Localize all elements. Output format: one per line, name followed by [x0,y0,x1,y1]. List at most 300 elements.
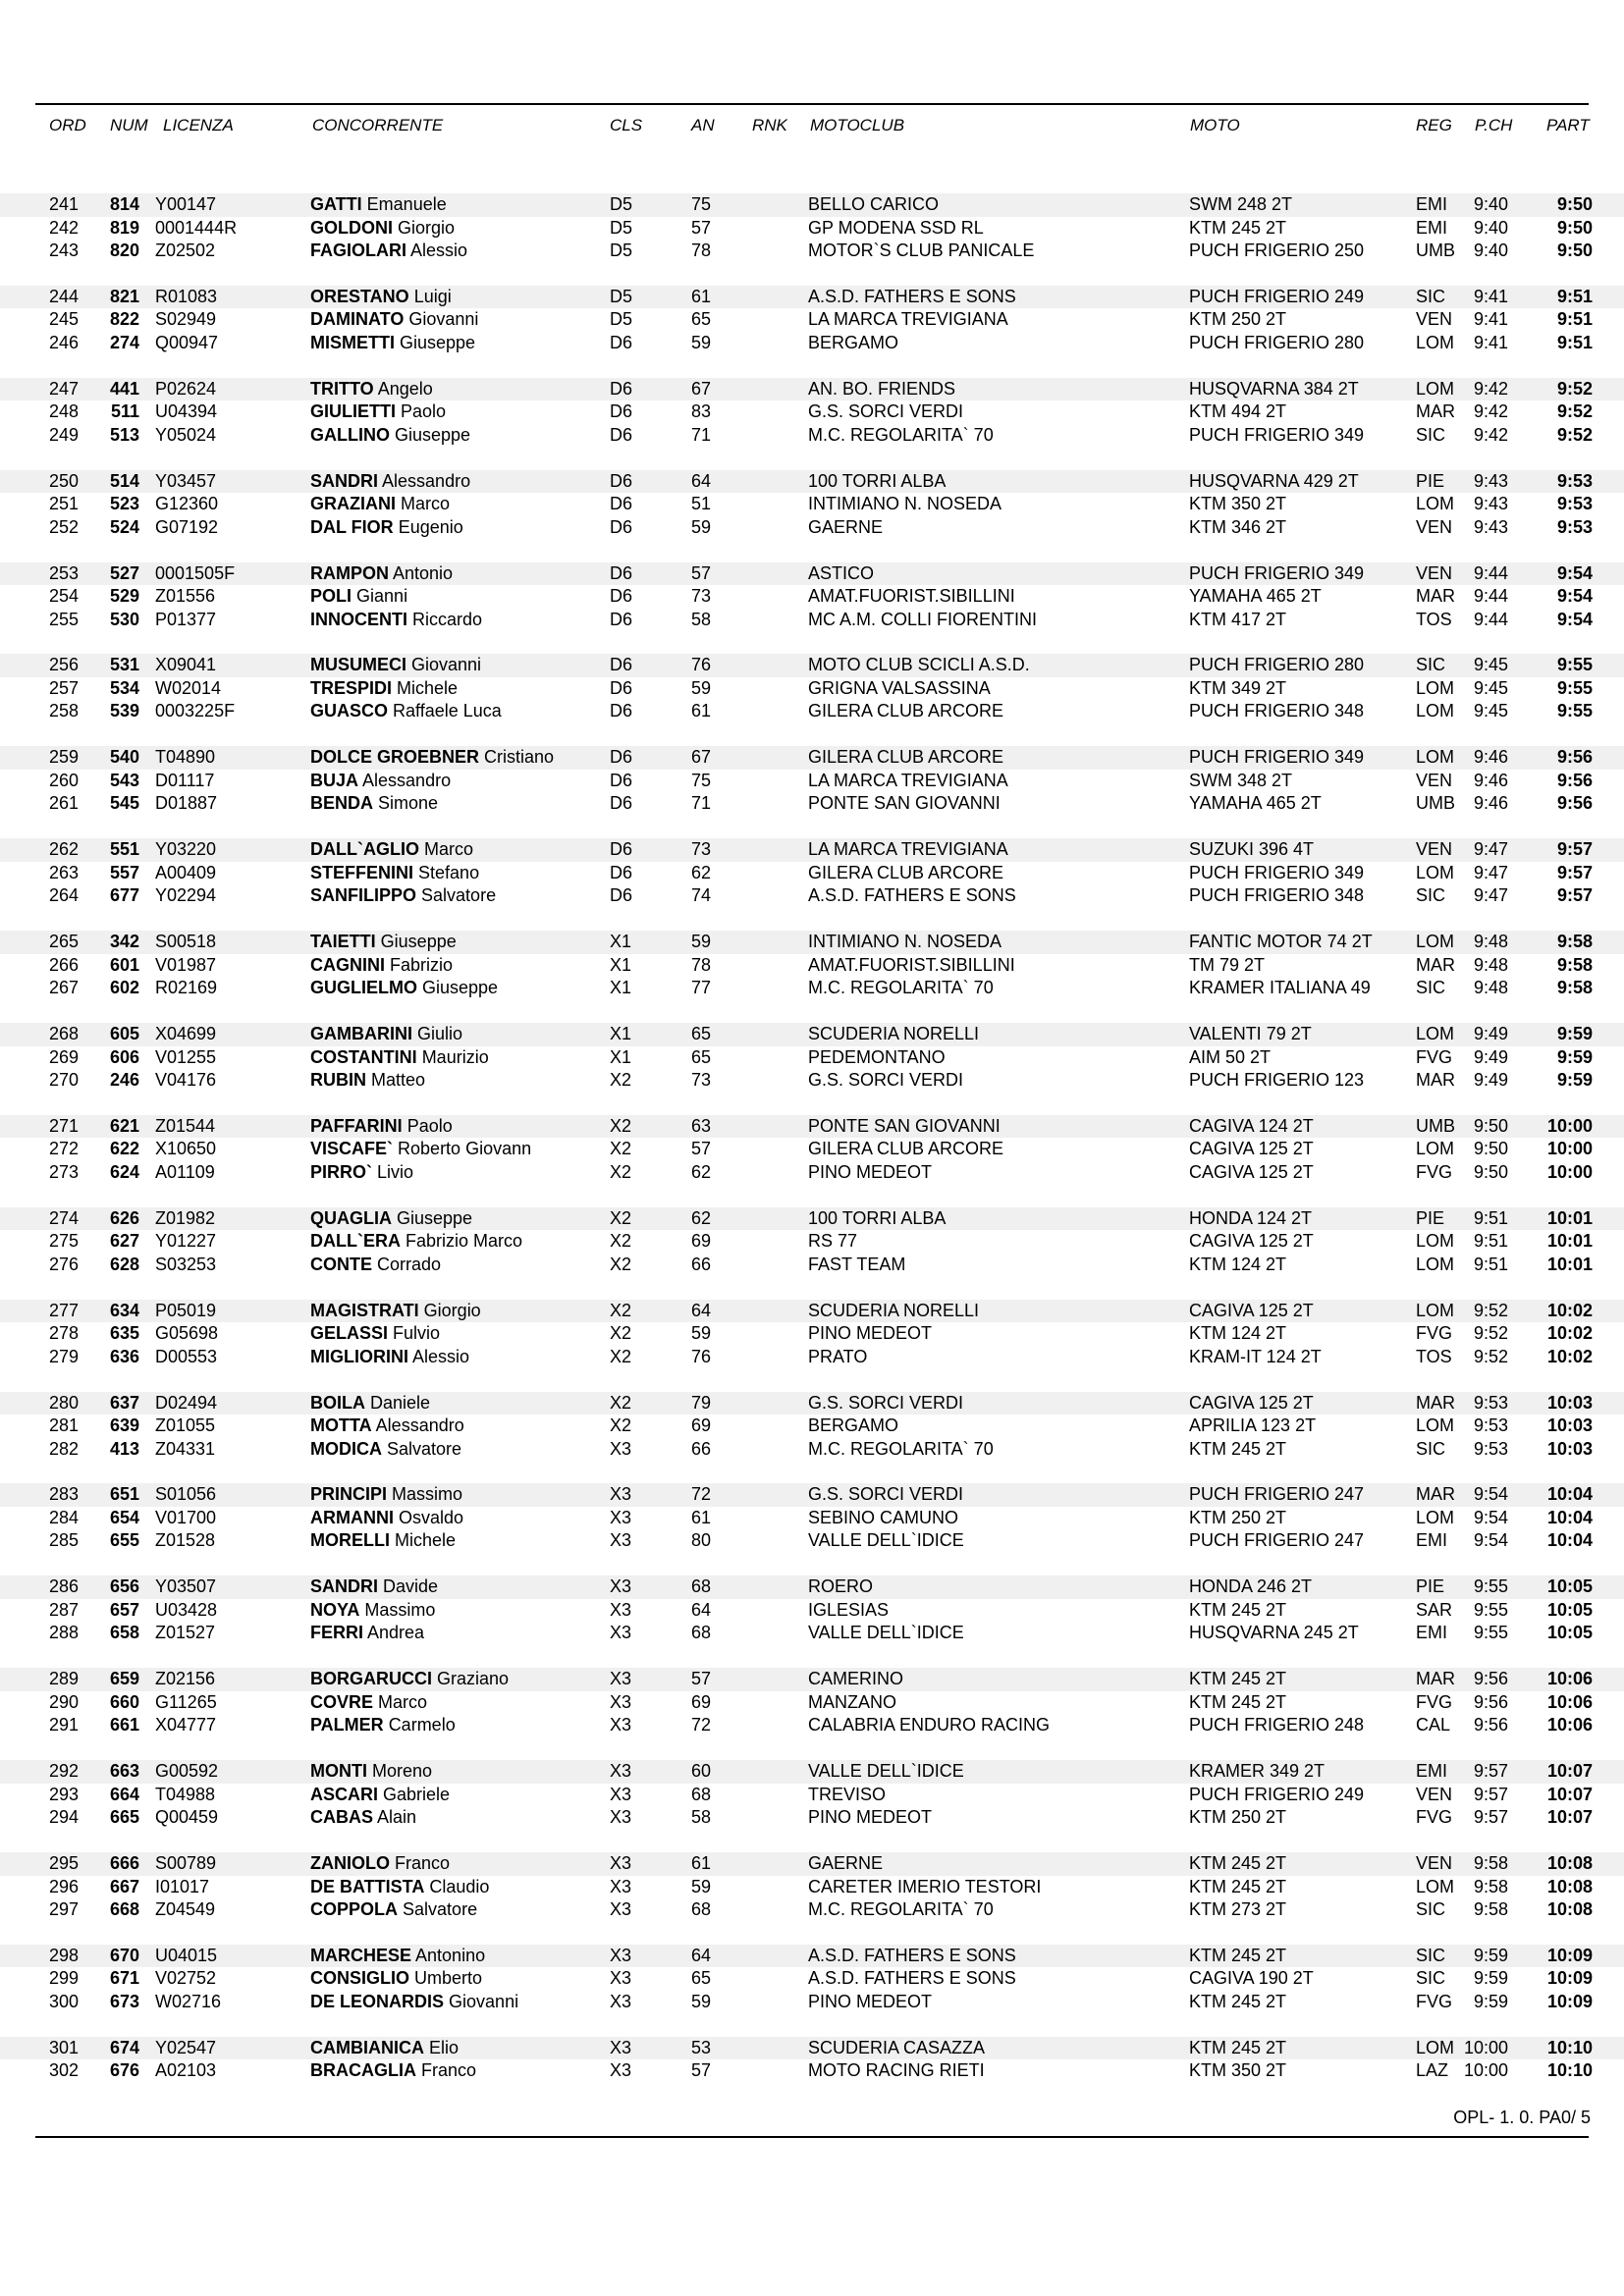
row-motoclub: PINO MEDEOT [808,1991,933,2011]
row-concorrente [310,977,498,1000]
row-num: 661 [109,1715,139,1735]
row-an: 83 [691,401,712,422]
row-ord: 268 [49,1024,80,1044]
row-part: 10:09 [1546,1945,1593,1965]
row-surname: PIRRO` [310,1161,372,1182]
row-firstname: Marco [424,839,474,860]
row-concorrente [310,1069,425,1093]
row-concorrente [310,424,470,448]
row-ord: 266 [49,954,80,975]
row-cls: X2 [610,1070,632,1091]
row-num: 529 [109,586,139,607]
row-num: 639 [109,1415,139,1436]
row-reg: UMB [1416,1115,1455,1136]
row-surname: BRACAGLIA [310,2060,416,2081]
table-row [0,1138,1624,1161]
row-cls: X1 [610,954,632,975]
row-moto: PUCH FRIGERIO 249 [1189,286,1365,306]
row-ord: 276 [49,1254,80,1274]
row-motoclub: ROERO [808,1576,874,1597]
table-row [0,2037,1624,2060]
row-num: 654 [109,1507,139,1527]
row-concorrente [310,1945,485,1968]
row-firstname: Osvaldo [399,1507,464,1527]
row-cls: X3 [610,1715,632,1735]
row-pch: 9:44 [1473,562,1508,583]
row-surname: RUBIN [310,1070,366,1091]
row-part: 9:50 [1556,194,1593,214]
row-surname: ASCARI [310,1784,379,1804]
row-licenza: V01987 [155,954,217,975]
row-an: 65 [691,1046,712,1067]
table-row [0,493,1624,516]
row-group [0,286,1624,378]
row-licenza: V02752 [155,1968,217,1989]
row-pch: 9:43 [1473,516,1508,537]
row-ord: 279 [49,1346,80,1366]
row-licenza: S00518 [155,932,217,952]
row-moto: KTM 273 2T [1189,1899,1287,1920]
table-row [0,1599,1624,1623]
row-group [0,470,1624,562]
table-row [0,1322,1624,1346]
row-pch: 9:46 [1473,793,1508,814]
row-pch: 9:40 [1473,217,1508,238]
row-cls: X1 [610,978,632,998]
row-firstname: Antonio [393,562,454,583]
row-concorrente [310,1046,489,1070]
row-num: 531 [109,655,139,675]
row-firstname: Andrea [367,1623,425,1643]
row-ord: 274 [49,1207,80,1228]
row-part: 9:58 [1556,978,1593,998]
row-moto: KTM 245 2T [1189,1438,1287,1459]
row-motoclub: RS 77 [808,1231,858,1252]
row-pch: 9:46 [1473,770,1508,790]
row-cls: X3 [610,1599,632,1620]
row-cls: D6 [610,516,633,537]
table-row [0,1392,1624,1415]
row-surname: MAGISTRATI [310,1300,419,1320]
row-an: 57 [691,1139,712,1159]
row-surname: PRINCIPI [310,1484,388,1505]
row-licenza: 0003225F [155,701,236,721]
row-an: 67 [691,747,712,768]
row-cls: D6 [610,470,633,491]
row-part: 10:10 [1546,2060,1593,2081]
header-ord: ORD [49,116,86,134]
row-group [0,378,1624,470]
row-ord: 253 [49,562,80,583]
row-an: 61 [691,701,712,721]
header-concorrente: CONCORRENTE [312,116,444,134]
row-concorrente [310,838,473,862]
row-pch: 9:54 [1473,1507,1508,1527]
row-an: 57 [691,1669,712,1689]
row-reg: SIC [1416,424,1446,445]
row-motoclub: TREVISO [808,1784,887,1804]
row-moto: FANTIC MOTOR 74 2T [1189,932,1373,952]
row-concorrente [310,654,481,677]
row-licenza: D00553 [155,1346,218,1366]
row-surname: CONTE [310,1254,372,1274]
row-reg: MAR [1416,1669,1455,1689]
row-moto: KTM 346 2T [1189,516,1287,537]
row-ord: 273 [49,1161,80,1182]
row-num: 624 [109,1161,139,1182]
row-cls: D6 [610,655,633,675]
row-licenza: G00592 [155,1761,219,1782]
row-motoclub: A.S.D. FATHERS E SONS [808,286,1016,306]
row-surname: MORELLI [310,1530,390,1551]
table-row [0,240,1624,263]
row-group [0,654,1624,746]
row-moto: HUSQVARNA 245 2T [1189,1623,1359,1643]
row-concorrente [310,746,554,770]
row-ord: 290 [49,1691,80,1712]
row-an: 71 [691,424,712,445]
row-an: 58 [691,1807,712,1828]
row-part: 10:06 [1546,1715,1593,1735]
row-pch: 9:47 [1473,862,1508,882]
header-moto: MOTO [1190,116,1240,134]
table-row [0,1668,1624,1691]
row-firstname: Giuseppe [395,424,471,445]
row-concorrente [310,240,467,263]
row-reg: EMI [1416,217,1448,238]
row-firstname: Alain [377,1807,417,1828]
table-row [0,424,1624,448]
row-part: 9:58 [1556,932,1593,952]
row-cls: D6 [610,747,633,768]
row-reg: FVG [1416,1046,1453,1067]
table-header [0,116,1624,139]
row-moto: SWM 348 2T [1189,770,1293,790]
row-pch: 9:43 [1473,470,1508,491]
table-row [0,770,1624,793]
row-concorrente [310,286,452,309]
row-cls: X3 [610,1761,632,1782]
row-motoclub: PRATO [808,1346,868,1366]
row-an: 63 [691,1115,712,1136]
row-an: 65 [691,309,712,330]
row-part: 10:07 [1546,1784,1593,1804]
row-moto: VALENTI 79 2T [1189,1024,1312,1044]
row-cls: X2 [610,1346,632,1366]
row-reg: CAL [1416,1715,1451,1735]
row-part: 10:08 [1546,1876,1593,1896]
row-licenza: P01377 [155,609,217,629]
table-row [0,1300,1624,1323]
row-licenza: V01255 [155,1046,217,1067]
row-part: 9:55 [1556,655,1593,675]
row-surname: COVRE [310,1691,374,1712]
bottom-rule [35,2136,1589,2138]
row-an: 72 [691,1484,712,1505]
table-row [0,1069,1624,1093]
row-num: 601 [109,954,139,975]
row-part: 10:03 [1546,1438,1593,1459]
row-surname: GUGLIELMO [310,978,417,998]
row-num: 676 [109,2060,139,2081]
row-surname: SANDRI [310,470,379,491]
row-num: 658 [109,1623,139,1643]
row-ord: 247 [49,378,80,399]
row-pch: 9:40 [1473,240,1508,260]
row-motoclub: INTIMIANO N. NOSEDA [808,932,1002,952]
row-ord: 249 [49,424,80,445]
table-row [0,1415,1624,1438]
row-pch: 9:49 [1473,1070,1508,1091]
header-pch: P.CH [1475,116,1513,134]
row-reg: SIC [1416,286,1446,306]
row-motoclub: PONTE SAN GIOVANNI [808,1115,1001,1136]
row-group [0,1483,1624,1575]
table-row [0,1529,1624,1553]
row-pch: 9:58 [1473,1899,1508,1920]
row-num: 634 [109,1300,139,1320]
row-reg: MAR [1416,1392,1455,1413]
row-concorrente [310,1575,438,1599]
row-part: 10:04 [1546,1484,1593,1505]
row-pch: 9:57 [1473,1761,1508,1782]
row-surname: POLI [310,586,352,607]
row-motoclub: CAMERINO [808,1669,904,1689]
row-part: 10:00 [1546,1115,1593,1136]
row-surname: COPPOLA [310,1899,399,1920]
row-an: 72 [691,1715,712,1735]
row-firstname: Fabrizio [390,954,454,975]
row-surname: GOLDONI [310,217,393,238]
row-motoclub: G.S. SORCI VERDI [808,401,964,422]
row-cls: D6 [610,701,633,721]
row-pch: 10:00 [1463,2037,1508,2057]
row-reg: LOM [1416,1876,1455,1896]
row-num: 651 [109,1484,139,1505]
row-moto: KTM 245 2T [1189,1691,1287,1712]
row-part: 10:02 [1546,1323,1593,1344]
row-num: 660 [109,1691,139,1712]
row-cls: X3 [610,1945,632,1965]
row-an: 78 [691,240,712,260]
row-concorrente [310,1254,441,1277]
row-reg: SIC [1416,885,1446,906]
row-part: 10:03 [1546,1392,1593,1413]
table-row [0,1991,1624,2014]
row-num: 819 [109,217,139,238]
row-surname: DOLCE GROEBNER [310,747,480,768]
row-moto: KTM 245 2T [1189,2037,1287,2057]
table-row [0,677,1624,701]
row-reg: PIE [1416,1576,1445,1597]
header-part: PART [1546,116,1590,134]
row-concorrente [310,2037,459,2060]
row-licenza: G07192 [155,516,219,537]
row-an: 62 [691,862,712,882]
row-moto: KTM 245 2T [1189,1599,1287,1620]
row-concorrente [310,1300,481,1323]
row-reg: LOM [1416,1507,1455,1527]
row-ord: 297 [49,1899,80,1920]
row-ord: 242 [49,217,80,238]
row-ord: 250 [49,470,80,491]
row-concorrente [310,1346,469,1369]
row-moto: CAGIVA 125 2T [1189,1231,1314,1252]
row-cls: X3 [610,1438,632,1459]
row-part: 9:50 [1556,217,1593,238]
row-pch: 9:44 [1473,609,1508,629]
row-num: 627 [109,1231,139,1252]
row-surname: GUASCO [310,701,389,721]
row-motoclub: VALLE DELL`IDICE [808,1530,964,1551]
row-concorrente [310,1714,456,1737]
row-an: 80 [691,1530,712,1551]
row-pch: 9:44 [1473,586,1508,607]
row-firstname: Livio [377,1161,414,1182]
row-ord: 291 [49,1715,80,1735]
row-pch: 9:51 [1473,1207,1508,1228]
row-pch: 9:46 [1473,747,1508,768]
row-ord: 248 [49,401,80,422]
row-cls: X2 [610,1392,632,1413]
row-concorrente [310,1507,463,1530]
table-row [0,1760,1624,1784]
row-pch: 9:53 [1473,1392,1508,1413]
row-cls: X1 [610,1024,632,1044]
table-row [0,1230,1624,1254]
row-part: 10:01 [1546,1231,1593,1252]
row-licenza: S02949 [155,309,217,330]
row-concorrente [310,700,502,723]
row-num: 677 [109,885,139,906]
row-firstname: Angelo [377,378,433,399]
row-ord: 283 [49,1484,80,1505]
row-concorrente [310,770,451,793]
row-an: 69 [691,1415,712,1436]
row-cls: D6 [610,562,633,583]
row-pch: 9:55 [1473,1576,1508,1597]
row-moto: HONDA 124 2T [1189,1207,1313,1228]
row-pch: 9:55 [1473,1599,1508,1620]
row-num: 626 [109,1207,139,1228]
row-concorrente [310,1483,462,1507]
row-an: 58 [691,609,712,629]
row-moto: SUZUKI 396 4T [1189,839,1315,860]
row-surname: DE LEONARDIS [310,1991,445,2011]
row-pch: 9:45 [1473,701,1508,721]
row-group [0,193,1624,286]
row-num: 621 [109,1115,139,1136]
row-firstname: Antonino [415,1945,486,1965]
row-pch: 10:00 [1463,2060,1508,2081]
row-concorrente [310,1668,509,1691]
row-cls: X1 [610,932,632,952]
row-firstname: Massimo [392,1484,463,1505]
row-group [0,1023,1624,1115]
table-row [0,400,1624,424]
row-moto: TM 79 2T [1189,954,1266,975]
row-reg: LOM [1416,1139,1455,1159]
table-row [0,792,1624,816]
table-row [0,193,1624,217]
row-concorrente [310,1115,453,1139]
row-concorrente [310,1784,450,1807]
row-ord: 284 [49,1507,80,1527]
row-an: 64 [691,1300,712,1320]
row-concorrente [310,1392,430,1415]
row-reg: LOM [1416,677,1455,698]
row-num: 821 [109,286,139,306]
row-cls: D5 [610,194,633,214]
row-licenza: W02014 [155,677,222,698]
row-reg: EMI [1416,1761,1448,1782]
row-part: 9:56 [1556,770,1593,790]
row-ord: 245 [49,309,80,330]
row-ord: 262 [49,839,80,860]
row-cls: D6 [610,609,633,629]
row-firstname: Giovanni [449,1991,519,2011]
row-surname: DE BATTISTA [310,1876,425,1896]
row-concorrente [310,470,470,494]
row-moto: CAGIVA 125 2T [1189,1161,1314,1182]
row-ord: 292 [49,1761,80,1782]
row-group [0,746,1624,838]
row-motoclub: GAERNE [808,516,884,537]
row-an: 62 [691,1161,712,1182]
table-row [0,1898,1624,1922]
row-moto: PUCH FRIGERIO 349 [1189,862,1365,882]
row-pch: 9:59 [1473,1991,1508,2011]
row-reg: SIC [1416,1945,1446,1965]
row-ord: 256 [49,655,80,675]
row-an: 59 [691,516,712,537]
row-surname: DALL`ERA [310,1231,401,1252]
row-part: 10:07 [1546,1761,1593,1782]
row-firstname: Claudio [429,1876,490,1896]
row-pch: 9:41 [1473,286,1508,306]
row-concorrente [310,1806,416,1830]
row-part: 10:02 [1546,1346,1593,1366]
row-concorrente [310,308,478,332]
row-surname: TRESPIDI [310,677,393,698]
row-part: 9:52 [1556,378,1593,399]
row-cls: X3 [610,1484,632,1505]
table-row [0,2059,1624,2083]
row-surname: BOILA [310,1392,365,1413]
row-concorrente [310,585,407,609]
row-cls: X3 [610,1853,632,1874]
row-concorrente [310,884,496,908]
row-motoclub: AN. BO. FRIENDS [808,378,956,399]
row-concorrente [310,1876,489,1899]
row-motoclub: M.C. REGOLARITA` 70 [808,424,994,445]
row-concorrente [310,1622,424,1645]
row-reg: LOM [1416,332,1455,352]
row-cls: X3 [610,1784,632,1804]
table-row [0,884,1624,908]
row-licenza: V04176 [155,1070,217,1091]
row-reg: LOM [1416,1024,1455,1044]
row-concorrente [310,332,475,355]
row-cls: X3 [610,1507,632,1527]
row-ord: 265 [49,932,80,952]
row-licenza: R01083 [155,286,218,306]
row-cls: D6 [610,677,633,698]
table-row [0,654,1624,677]
entry-list [0,193,1624,2129]
row-licenza: A02103 [155,2060,217,2081]
row-firstname: Marco [401,494,451,514]
